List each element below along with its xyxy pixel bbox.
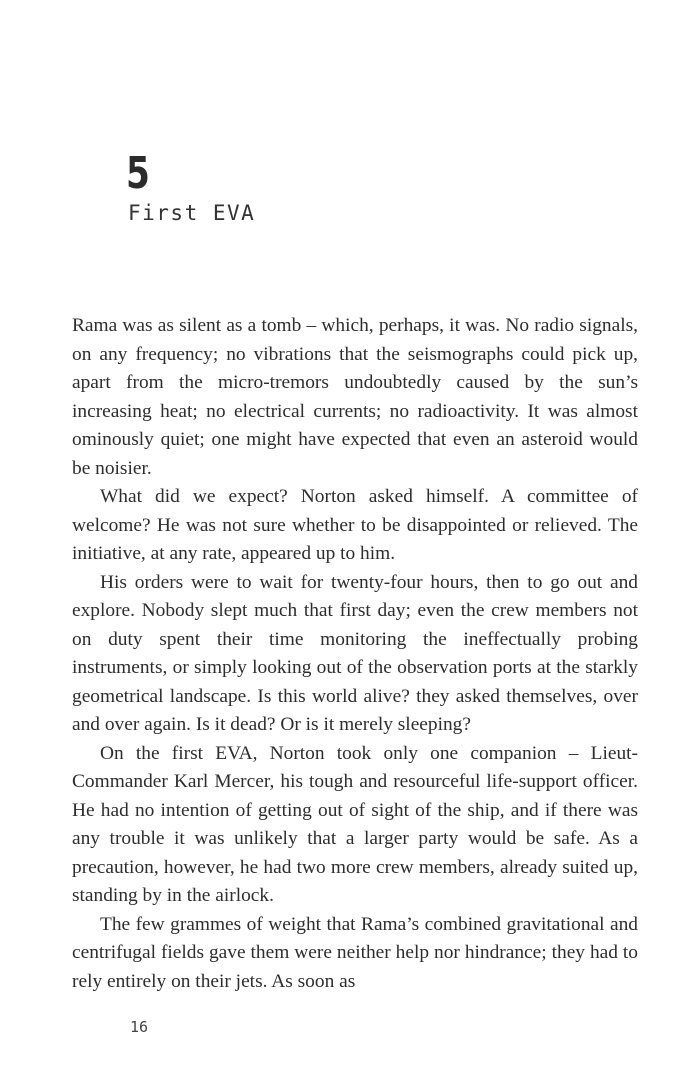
chapter-title: First EVA — [128, 201, 256, 225]
paragraph-2: What did we expect? Norton asked himself. A committee of welcome? He was not sure whether to be disappointed or relieved. The initiative, at any rate, appeared up to him. — [72, 486, 638, 564]
paragraph-4: On the first EVA, Norton took only one companion – Lieut-Commander Karl Mercer, his tough and resourceful life-support officer. He had no intention of getting out of sight of the ship, and if there was any trouble it was unlikely that a larger party would be safe. As a precaution, however, he had two more crew members, already suited up, standing by in the airlock. — [72, 742, 638, 906]
paragraph-1: Rama was as silent as a tomb – which, perhaps, it was. No radio signals, on any frequency; no vibrations that the seismographs could pick up, apart from the micro-tremors undoubtedly caused by the sun’s increasing heat; no electrical currents; no radioactivity. It was almost ominously quiet; one might have expected that even an asteroid would be noisier. — [72, 315, 638, 479]
paragraph-5: The few grammes of weight that Rama’s combined gravitational and centrifugal fields gave them were neither help nor hindrance; they had to rely entirely on their jets. As soon as — [72, 913, 638, 992]
chapter-number: 5 — [126, 148, 150, 199]
page-number: 16 — [130, 1018, 149, 1036]
body-text — [72, 312, 638, 996]
paragraph-3: His orders were to wait for twenty-four hours, then to go out and explore. Nobody slept much that first day; even the crew members not on duty spent their time monitoring the ineffectually probing instruments, or simply looking out of the observation ports at the starkly geometrical landscape. Is this world alive? they asked themselves, over and over again. Is it dead? Or is it merely sleeping? — [72, 571, 638, 735]
